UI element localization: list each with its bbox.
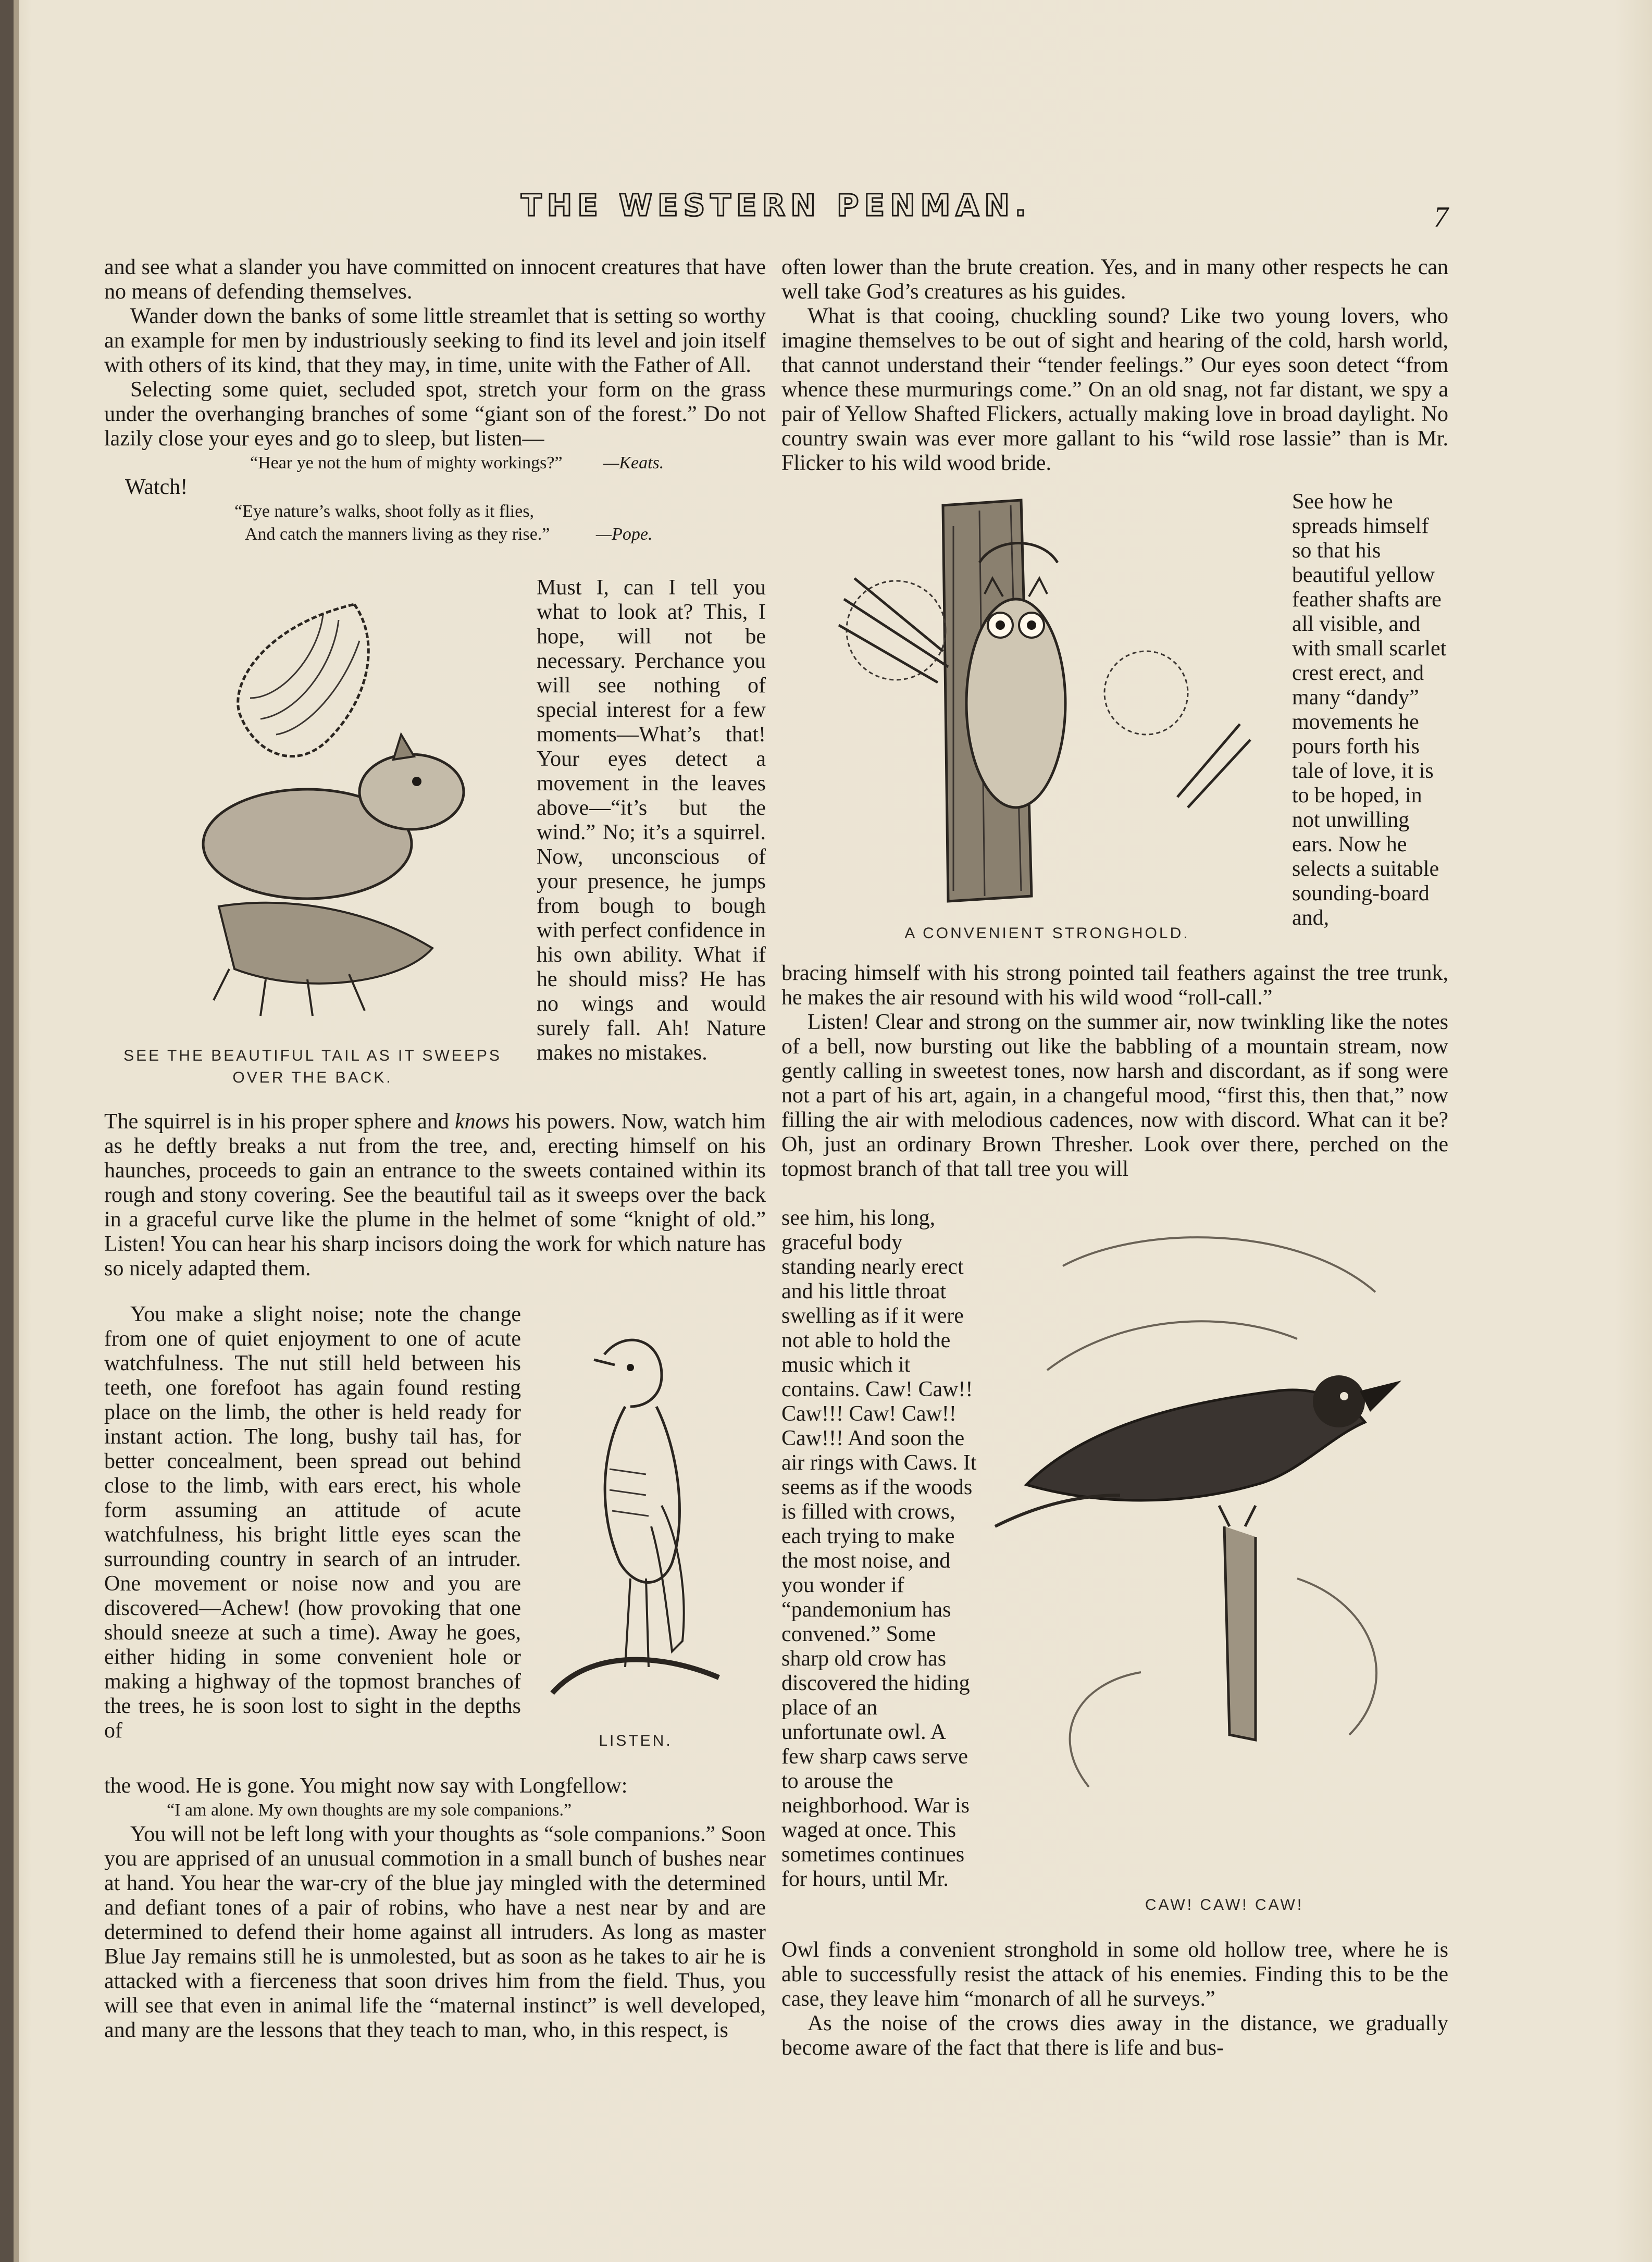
paragraph: As the noise of the crows dies away in the distance, we gradually become aware of the fact that there is life and bus- bbox=[781, 2011, 1448, 2060]
quote-attribution: —Pope. bbox=[595, 525, 653, 544]
paragraph: and see what a slander you have committed on innocent creatures that have no means of defending themselves. bbox=[104, 255, 766, 304]
right-column-middle bbox=[781, 961, 1448, 1182]
owl-caption: A CONVENIENT STRONGHOLD. bbox=[904, 925, 1190, 942]
quote-text: And catch the manners living as they rise.” bbox=[245, 525, 550, 544]
crow-caption: CAW! CAW! CAW! bbox=[1145, 1896, 1304, 1913]
squirrel-caption-line2: OVER THE BACK. bbox=[232, 1069, 393, 1086]
squirrel-drawing bbox=[109, 583, 531, 1026]
right-column-top bbox=[781, 255, 1448, 476]
thrasher-drawing bbox=[542, 1318, 729, 1735]
quote-pope-line2 bbox=[104, 524, 766, 545]
right-column-wrap-crow: see him, his long, graceful body standing nearly erect and his little throat swelling as if it were not able to hold the music which it contains. Caw! Caw!! Caw!!! Caw! Caw!! Caw!!! And soon the air rings with Caws. It seems as if the woods is filled with crows, each trying to make the most noise, and you wonder if “pandemonium has convened.” Some sharp old crow has discovered the hiding place of an unfortunate owl. A few sharp caws serve to arouse the neighborhood. War is waged at once. This sometimes continues for hours, until Mr. bbox=[781, 1206, 977, 1891]
left-column-wrap-squirrel: Must I, can I tell you what to look at? This, I hope, will not be necessary. Perchance you will see nothing of special interest for a few moments—What’s that! Your eyes detect a movement in the leaves above—“it’s but the wind.” No; it’s a squirrel. Now, unconscious of your presence, he jumps from bough to bough with perfect confidence in his own ability. What if he should miss? He has no wings and would surely fall. Ah! Nature makes no mistakes. bbox=[537, 576, 766, 1065]
page-edge bbox=[14, 0, 19, 2262]
paragraph: Wander down the banks of some little streamlet that is setting so worthy an example for men by industriously seeking to find its level and join itself with others of its kind, that they may, in time, unite with the Father of All. bbox=[104, 304, 766, 377]
quote-attribution: —Keats. bbox=[603, 453, 664, 473]
thrasher-illustration bbox=[542, 1318, 729, 1735]
text-run: The squirrel is in his proper sphere and bbox=[104, 1110, 455, 1134]
left-column-top bbox=[104, 255, 766, 546]
owl-drawing bbox=[823, 495, 1282, 927]
quote-pope-line1: “Eye nature’s walks, shoot folly as it flies, bbox=[234, 502, 535, 521]
crow-illustration bbox=[985, 1214, 1448, 1818]
text-run: his powers. Now, watch him as he deftly breaks a nut from the tree, and, erecting himself on his haunches, proceeds to gain an entrance to the sweets contained within its rough and stony covering. See the beautiful tail as it sweeps over the back in a graceful curve like the plume in the helmet of some “knight of old.” Listen! You can hear his sharp incisors doing the work for which nature has so nicely adapted them. bbox=[104, 1110, 766, 1281]
emphasis-knows: knows bbox=[454, 1110, 510, 1134]
crow-drawing bbox=[985, 1214, 1448, 1818]
paragraph: the wood. He is gone. You might now say with Longfellow: bbox=[104, 1774, 628, 1798]
squirrel-illustration bbox=[109, 583, 531, 1026]
squirrel-caption-line1: SEE THE BEAUTIFUL TAIL AS IT SWEEPS bbox=[123, 1047, 502, 1064]
quote-keats bbox=[104, 452, 766, 474]
paragraph: What is that cooing, chuckling sound? Like two young lovers, who imagine themselves to be out of sight and hearing of the cold, harsh world, that cannot understand their “tender feelings.” Our eyes soon detect “from whence these murmurings come.” On an old snag, not far distant, we spy a pair of Yellow Shafted Flickers, actually making love in broad daylight. No country swain was ever more gallant to his “wild rose lassie” than is Mr. Flicker to his wild wood bride. bbox=[781, 304, 1448, 475]
paragraph: You will not be left long with your thoughts as “sole companions.” Soon you are apprised of an unusual commotion in a small bunch of bushes near at hand. You hear the war-cry of the blue jay mingled with the determined and defiant tones of a pair of robins, who have a nest near by and are determined to defend their home against all intruders. As long as master Blue Jay remains still he is unmolested, but as soon as he takes to air he is attacked with a fierceness that soon drives him from the field. Thus, you will see that even in animal life the “maternal instinct” is well developed, and many are the lessons that they teach to man, who, in this respect, is bbox=[104, 1822, 766, 2042]
paragraph: often lower than the brute creation. Yes, and in many other respects he can well take God’s creatures as his guides. bbox=[781, 255, 1448, 304]
right-column-wrap-owl: See how he spreads himself so that his beautiful yellow feather shafts are all visible, and with small scarlet crest erect, and many “dandy” movements he pours forth his tale of love, it is to be hoped, in not unwilling ears. Now he selects a suitable sounding-board and, bbox=[1292, 490, 1447, 930]
thrasher-caption: LISTEN. bbox=[599, 1732, 673, 1749]
page-header-title: THE WESTERN PENMAN. bbox=[521, 188, 1032, 223]
paragraph: Watch! bbox=[125, 475, 188, 499]
left-column-wrap-thrasher: You make a slight noise; note the change from one of quiet enjoyment to one of acute watchfulness. The nut still held between his teeth, one forefoot has again found resting place on the limb, the other is held ready for instant action. The long, bushy tail has, for better concealment, been spread out behind close to the limb, with ears erect, his whole form assuming an attitude of acute watchfulness, his bright little eyes scan the surrounding country in search of an intruder. One movement or noise now and you are discovered—Achew! (how provoking that one should sneeze at such a time). Away he goes, either hiding in some convenient hole or making a highway of the topmost branches of the trees, he is soon lost to sight in the depths of bbox=[104, 1302, 521, 1743]
page-number: 7 bbox=[1434, 201, 1448, 233]
left-column-bottom bbox=[104, 1774, 766, 2043]
owl-illustration bbox=[823, 495, 1282, 927]
right-column-bottom bbox=[781, 1938, 1448, 2060]
quote-longfellow: “I am alone. My own thoughts are my sole companions.” bbox=[167, 1800, 572, 1820]
paragraph bbox=[104, 1110, 766, 1281]
left-column-full bbox=[104, 1110, 766, 1281]
paragraph: bracing himself with his strong pointed tail feathers against the tree trunk, he makes the air resound with his wild wood “roll-call.” bbox=[781, 961, 1448, 1010]
paragraph: Selecting some quiet, secluded spot, stretch your form on the grass under the overhanging branches of some “giant son of the forest.” Do not lazily close your eyes and go to sleep, but listen— bbox=[104, 378, 766, 451]
paragraph: Listen! Clear and strong on the summer air, now twinkling like the notes of a bell, now bursting out like the babbling of a mountain stream, now gently calling in sweetest tones, now harsh and discordant, as if song were not a part of his art, again, in a changeful mood, “first this, then that,” now filling the air with melodious cadences, now with discord. What can it be? Oh, just an ordinary Brown Thresher. Look over there, perched on the topmost branch of that tall tree you will bbox=[781, 1010, 1448, 1181]
paragraph: Owl finds a convenient stronghold in some old hollow tree, where he is able to successfully resist the attack of his enemies. Finding this to be the case, they leave him “monarch of all he surveys.” bbox=[781, 1938, 1448, 2011]
quote-text: “Hear ye not the hum of mighty workings?” bbox=[250, 453, 563, 473]
book-binding bbox=[0, 0, 14, 2262]
